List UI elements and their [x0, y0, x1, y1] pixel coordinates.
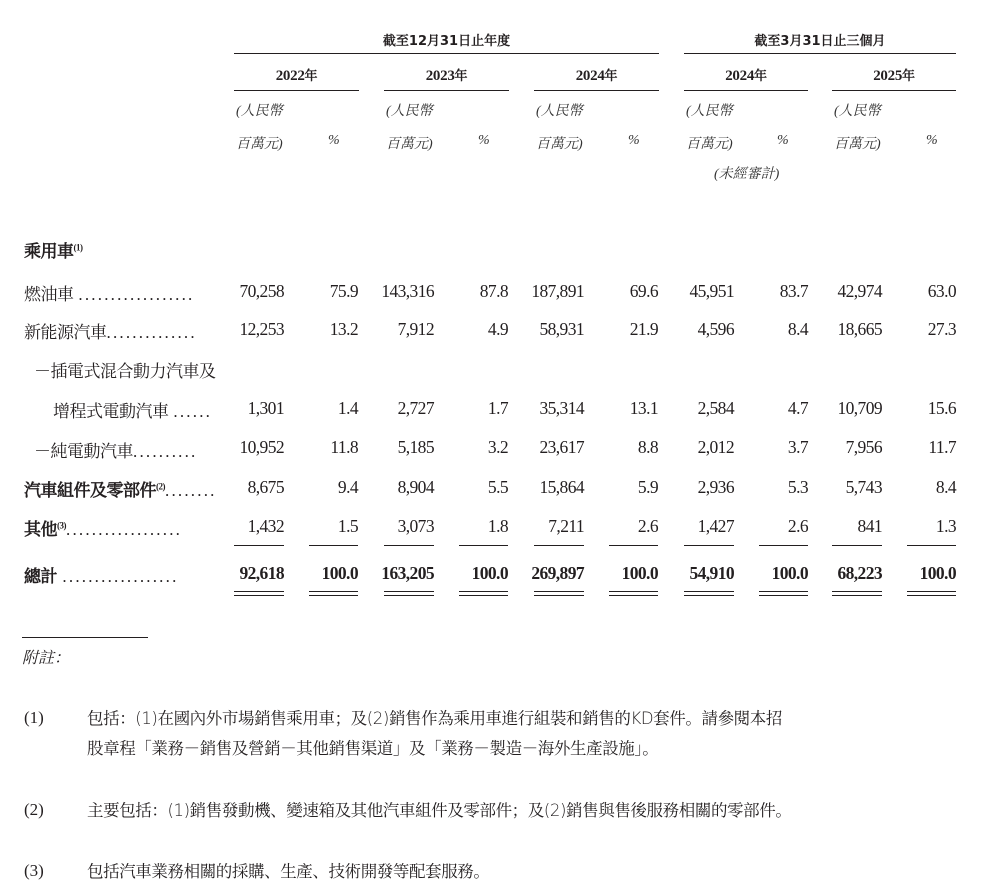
notes-separator [22, 637, 148, 638]
cell-bev-2022-pct: 11.8 [330, 437, 358, 457]
group-rule-annual [234, 53, 659, 54]
cell-others-2023-pct: 1.8 [487, 516, 508, 536]
cell-ice-2024-pct: 69.6 [629, 281, 658, 301]
subtotal-rule [759, 545, 808, 546]
unit-label-q2024-line1: (人民幣 [686, 104, 733, 119]
year-header-q2025: 2025年 [873, 68, 915, 84]
group-header-annual: 截至12月31日止年度 [382, 34, 511, 49]
total-double-rule [459, 591, 508, 596]
subtotal-rule [459, 545, 508, 546]
note-number-3: (3) [24, 861, 44, 880]
cell-bev-q2024-amount: 2,012 [697, 437, 734, 457]
cell-nev-q2025-amount: 18,665 [837, 319, 882, 339]
subtotal-rule [832, 545, 882, 546]
unit-label-2022-line1: (人民幣 [236, 104, 283, 119]
cell-phev-q2024-amount: 2,584 [697, 398, 734, 418]
cell-phev-2022-pct: 1.4 [337, 398, 358, 418]
cell-parts-q2024-amount: 2,936 [697, 477, 734, 497]
cell-ice-q2024-amount: 45,951 [689, 281, 734, 301]
cell-others-2024-amount: 7,211 [548, 516, 584, 536]
pct-label-q2024: % [777, 133, 789, 148]
cell-bev-2024-pct: 8.8 [637, 437, 658, 457]
cell-nev-2022-pct: 13.2 [329, 319, 358, 339]
cell-nev-q2024-amount: 4,596 [697, 319, 734, 339]
cell-parts-2023-pct: 5.5 [487, 477, 508, 497]
subtotal-rule [309, 545, 358, 546]
pct-label-2022: % [328, 133, 340, 148]
year-header-2024: 2024年 [575, 68, 618, 84]
cell-bev-q2025-amount: 7,956 [845, 437, 882, 457]
unit-label-2023-line2: 百萬元) [386, 137, 433, 152]
total-double-rule [534, 591, 584, 596]
note-text-1: 包括：(1)在國內外市場銷售乘用車；及(2)銷售作為乘用車進行組裝和銷售的KD套件。請參閱本招 股章程「業務－銷售及營銷－其他銷售渠道」及「業務－製造－海外生產設施」。 [87, 709, 782, 758]
cell-total-2023-pct: 100.0 [471, 563, 508, 583]
year-header-2023: 2023年 [425, 68, 468, 84]
cell-others-2022-pct: 1.5 [337, 516, 358, 536]
cell-total-2024-amount: 269,897 [531, 563, 584, 583]
cell-parts-2024-pct: 5.9 [637, 477, 658, 497]
cell-total-2024-pct: 100.0 [621, 563, 658, 583]
unit-label-2024-line1: (人民幣 [536, 104, 583, 119]
cell-ice-2022-amount: 70,258 [239, 281, 284, 301]
cell-nev-2024-amount: 58,931 [539, 319, 584, 339]
cell-total-2023-amount: 163,205 [381, 563, 434, 583]
cell-parts-q2024-pct: 5.3 [787, 477, 808, 497]
unit-label-2024-line2: 百萬元) [536, 137, 583, 152]
year-rule-2024 [534, 90, 659, 91]
cell-nev-2024-pct: 21.9 [629, 319, 658, 339]
row-label-phev-line2: 增程式電動汽車 ...... [53, 402, 213, 422]
pct-label-2024: % [628, 133, 640, 148]
unaudited-label: (未經審計) [714, 167, 780, 182]
subtotal-rule [234, 545, 284, 546]
cell-total-q2024-pct: 100.0 [771, 563, 808, 583]
subtotal-rule [534, 545, 584, 546]
subtotal-rule [684, 545, 734, 546]
cell-others-q2025-pct: 1.3 [935, 516, 956, 536]
cell-parts-2024-amount: 15,864 [539, 477, 584, 497]
cell-bev-q2024-pct: 3.7 [787, 437, 808, 457]
year-header-2022: 2022年 [275, 68, 318, 84]
cell-total-q2025-amount: 68,223 [837, 563, 882, 583]
cell-total-q2024-amount: 54,910 [689, 563, 734, 583]
cell-phev-2023-amount: 2,727 [397, 398, 434, 418]
subtotal-rule [609, 545, 658, 546]
cell-ice-q2025-amount: 42,974 [837, 281, 882, 301]
unit-label-2023-line1: (人民幣 [386, 104, 433, 119]
total-double-rule [609, 591, 658, 596]
group-header-quarter: 截至3月31日止三個月 [754, 34, 886, 49]
total-double-rule [907, 591, 956, 596]
cell-phev-2024-amount: 35,314 [539, 398, 584, 418]
total-double-rule [384, 591, 434, 596]
cell-phev-q2025-amount: 10,709 [837, 398, 882, 418]
cell-bev-2023-amount: 5,185 [397, 437, 434, 457]
cell-nev-2023-amount: 7,912 [397, 319, 434, 339]
cell-nev-q2024-pct: 8.4 [787, 319, 808, 339]
cell-others-2024-pct: 2.6 [637, 516, 658, 536]
unit-label-q2025-line1: (人民幣 [834, 104, 881, 119]
year-rule-2022 [234, 90, 359, 91]
cell-parts-2023-amount: 8,904 [397, 477, 434, 497]
row-label-others: 其他$^{(3)}$.................. [24, 520, 183, 540]
cell-parts-q2025-pct: 8.4 [935, 477, 956, 497]
unit-label-2022-line2: 百萬元) [236, 137, 283, 152]
row-label-nev: 新能源汽車.............. [24, 323, 197, 343]
cell-ice-2022-pct: 75.9 [329, 281, 358, 301]
cell-bev-2024-amount: 23,617 [539, 437, 584, 457]
cell-ice-2023-amount: 143,316 [381, 281, 434, 301]
cell-bev-q2025-pct: 11.7 [928, 437, 956, 457]
cell-ice-2024-amount: 187,891 [531, 281, 584, 301]
row-label-bev: －純電動汽車.......... [34, 442, 198, 462]
cell-phev-2024-pct: 13.1 [629, 398, 658, 418]
cell-others-q2025-amount: 841 [857, 516, 882, 536]
total-double-rule [684, 591, 734, 596]
year-rule-q2024 [684, 90, 808, 91]
year-rule-q2025 [832, 90, 956, 91]
total-double-rule [759, 591, 808, 596]
year-header-q2024: 2024年 [725, 68, 767, 84]
year-rule-2023 [384, 90, 509, 91]
cell-total-2022-pct: 100.0 [321, 563, 358, 583]
cell-nev-q2025-pct: 27.3 [927, 319, 956, 339]
subtotal-rule [907, 545, 956, 546]
total-double-rule [234, 591, 284, 596]
cell-ice-q2024-pct: 83.7 [779, 281, 808, 301]
unit-label-q2024-line2: 百萬元) [686, 137, 733, 152]
cell-ice-2023-pct: 87.8 [479, 281, 508, 301]
subtotal-rule [384, 545, 434, 546]
cell-total-q2025-pct: 100.0 [919, 563, 956, 583]
note-number-1: (1) [24, 708, 44, 727]
cell-others-q2024-pct: 2.6 [787, 516, 808, 536]
note-text-2: 主要包括：(1)銷售發動機、變速箱及其他汽車組件及零部件；及(2)銷售與售後服務相關的零部件。 [87, 801, 792, 820]
cell-total-2022-amount: 92,618 [239, 563, 284, 583]
section-title-passenger-vehicles: 乘用車$^{(1)}$ [24, 242, 83, 262]
note-text-3: 包括汽車業務相關的採購、生產、技術開發等配套服務。 [87, 862, 490, 881]
cell-others-q2024-amount: 1,427 [697, 516, 734, 536]
cell-phev-2023-pct: 1.7 [487, 398, 508, 418]
cell-phev-2022-amount: 1,301 [247, 398, 284, 418]
cell-phev-q2025-pct: 15.6 [927, 398, 956, 418]
total-double-rule [832, 591, 882, 596]
pct-label-q2025: % [926, 133, 938, 148]
row-label-ice-vehicles: 燃油車 .................. [24, 285, 195, 305]
cell-bev-2022-amount: 10,952 [239, 437, 284, 457]
unit-label-q2025-line2: 百萬元) [834, 137, 881, 152]
notes-heading: 附註： [22, 648, 71, 667]
cell-ice-q2025-pct: 63.0 [927, 281, 956, 301]
row-label-phev-line1: －插電式混合動力汽車及 [34, 362, 216, 382]
row-label-total: 總計 .................. [24, 567, 179, 587]
cell-phev-q2024-pct: 4.7 [787, 398, 808, 418]
group-rule-quarter [684, 53, 956, 54]
pct-label-2023: % [478, 133, 490, 148]
cell-others-2022-amount: 1,432 [247, 516, 284, 536]
cell-bev-2023-pct: 3.2 [487, 437, 508, 457]
cell-nev-2022-amount: 12,253 [239, 319, 284, 339]
cell-others-2023-amount: 3,073 [397, 516, 434, 536]
note-number-2: (2) [24, 800, 44, 819]
cell-nev-2023-pct: 4.9 [487, 319, 508, 339]
total-double-rule [309, 591, 358, 596]
row-label-auto-parts: 汽車組件及零部件$^{(2)}$........ [24, 481, 217, 501]
cell-parts-2022-amount: 8,675 [247, 477, 284, 497]
cell-parts-q2025-amount: 5,743 [845, 477, 882, 497]
cell-parts-2022-pct: 9.4 [337, 477, 358, 497]
